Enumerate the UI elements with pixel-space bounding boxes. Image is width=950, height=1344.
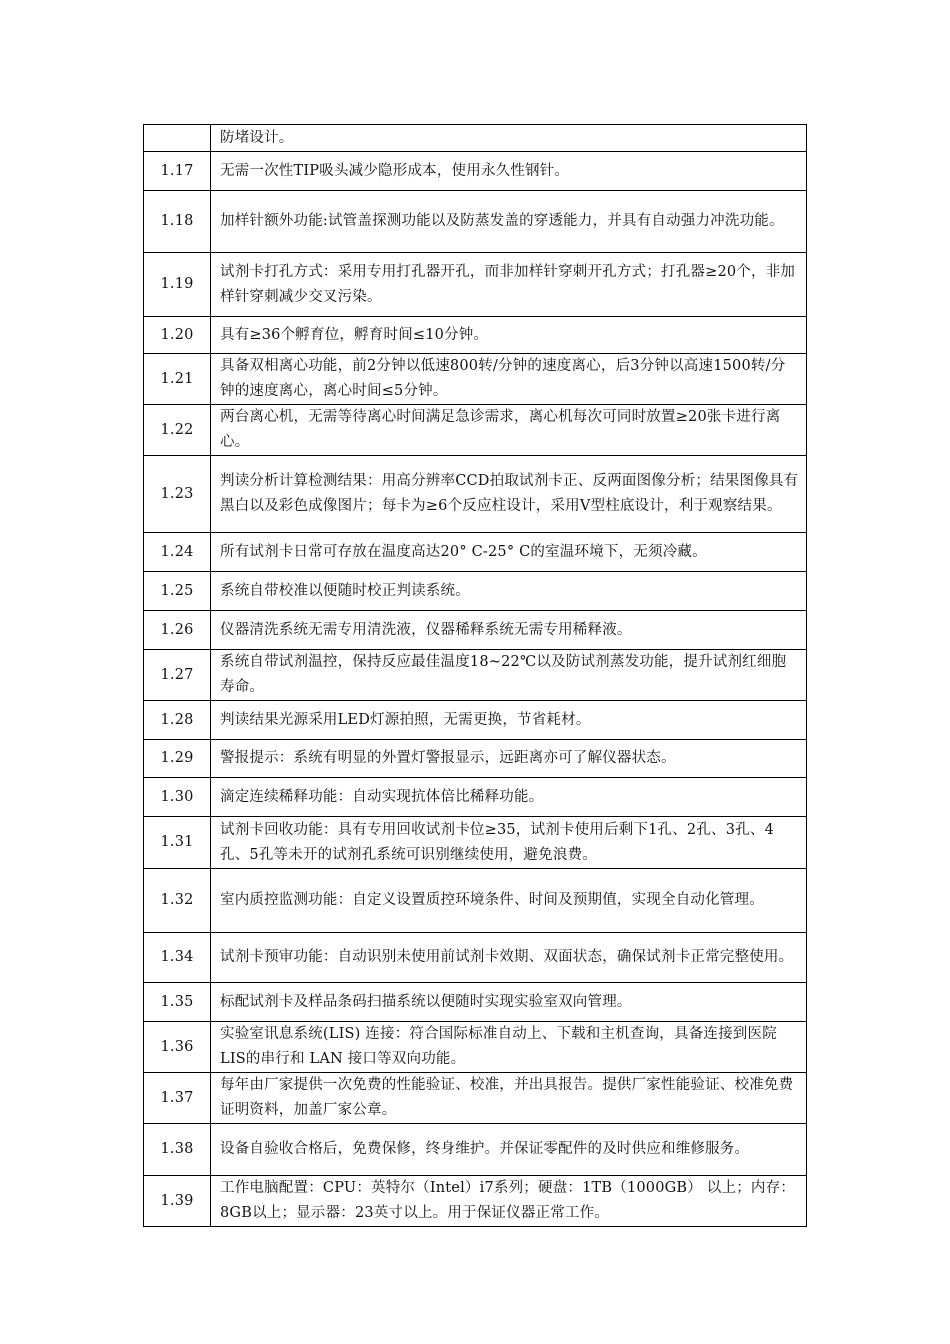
item-description: 无需一次性TIP吸头减少隐形成本，使用永久性钢针。 <box>211 152 807 191</box>
item-description: 具有≥36个孵育位，孵育时间≤10分钟。 <box>211 317 807 354</box>
table-row <box>144 650 807 701</box>
item-description: 防堵设计。 <box>211 125 807 152</box>
item-description: 两台离心机，无需等待离心时间满足急诊需求，离心机每次可同时放置≥20张卡进行离心。 <box>211 405 807 456</box>
item-description: 系统自带试剂温控，保持反应最佳温度18~22℃以及防试剂蒸发功能，提升试剂红细胞寿命。 <box>211 650 807 701</box>
table-row <box>144 701 807 740</box>
table-row <box>144 1073 807 1124</box>
table-row <box>144 983 807 1022</box>
item-description: 工作电脑配置：CPU：英特尔（Intel）i7系列；硬盘：1TB（1000GB） 以上；内存：8GB以上；显示器：23英寸以上。用于保证仪器正常工作。 <box>211 1176 807 1227</box>
table-row <box>144 1176 807 1227</box>
item-description: 标配试剂卡及样品条码扫描系统以便随时实现实验室双向管理。 <box>211 983 807 1022</box>
item-description: 试剂卡回收功能：具有专用回收试剂卡位≥35，试剂卡使用后剩下1孔、2孔、3孔、4孔、5孔等未开的试剂孔系统可识别继续使用，避免浪费。 <box>211 817 807 869</box>
item-description: 判读分析计算检测结果：用高分辨率CCD拍取试剂卡正、反两面图像分析；结果图像具有黑白以及彩色成像图片；每卡为≥6个反应柱设计，采用V型柱底设计，利于观察结果。 <box>211 456 807 533</box>
item-number: 1.17 <box>144 152 211 191</box>
table-row <box>144 611 807 650</box>
item-description: 警报提示：系统有明显的外置灯警报显示，远距离亦可了解仪器状态。 <box>211 740 807 778</box>
item-number: 1.28 <box>144 701 211 740</box>
spec-table <box>143 124 807 1227</box>
item-number <box>144 125 211 152</box>
item-number: 1.34 <box>144 933 211 983</box>
table-row <box>144 152 807 191</box>
item-number: 1.31 <box>144 817 211 869</box>
item-number: 1.20 <box>144 317 211 354</box>
item-number: 1.30 <box>144 778 211 817</box>
item-description: 每年由厂家提供一次免费的性能验证、校准，并出具报告。提供厂家性能验证、校准免费证明资料，加盖厂家公章。 <box>211 1073 807 1124</box>
item-number: 1.39 <box>144 1176 211 1227</box>
table-row <box>144 125 807 152</box>
item-number: 1.29 <box>144 740 211 778</box>
item-number: 1.22 <box>144 405 211 456</box>
table-row <box>144 1124 807 1176</box>
item-description: 试剂卡打孔方式：采用专用打孔器开孔，而非加样针穿刺开孔方式；打孔器≥20个，非加样针穿刺减少交叉污染。 <box>211 253 807 317</box>
item-description: 仪器清洗系统无需专用清洗液，仪器稀释系统无需专用稀释液。 <box>211 611 807 650</box>
item-description: 试剂卡预审功能：自动识别未使用前试剂卡效期、双面状态，确保试剂卡正常完整使用。 <box>211 933 807 983</box>
table-row <box>144 456 807 533</box>
spec-table-body <box>144 125 807 1227</box>
item-number: 1.32 <box>144 869 211 933</box>
item-number: 1.35 <box>144 983 211 1022</box>
item-number: 1.26 <box>144 611 211 650</box>
table-row <box>144 1022 807 1073</box>
table-row <box>144 740 807 778</box>
table-row <box>144 533 807 572</box>
table-row <box>144 933 807 983</box>
item-number: 1.27 <box>144 650 211 701</box>
item-number: 1.18 <box>144 191 211 253</box>
table-row <box>144 405 807 456</box>
item-description: 设备自验收合格后，免费保修，终身维护。并保证零配件的及时供应和维修服务。 <box>211 1124 807 1176</box>
item-number: 1.21 <box>144 354 211 405</box>
item-number: 1.23 <box>144 456 211 533</box>
item-number: 1.36 <box>144 1022 211 1073</box>
item-number: 1.25 <box>144 572 211 611</box>
item-description: 室内质控监测功能：自定义设置质控环境条件、时间及预期值，实现全自动化管理。 <box>211 869 807 933</box>
table-row <box>144 817 807 869</box>
item-number: 1.38 <box>144 1124 211 1176</box>
table-row <box>144 317 807 354</box>
table-row <box>144 253 807 317</box>
item-description: 判读结果光源采用LED灯源拍照，无需更换，节省耗材。 <box>211 701 807 740</box>
item-description: 系统自带校准以便随时校正判读系统。 <box>211 572 807 611</box>
table-row <box>144 354 807 405</box>
item-number: 1.19 <box>144 253 211 317</box>
item-number: 1.24 <box>144 533 211 572</box>
item-description: 所有试剂卡日常可存放在温度高达20° C-25° C的室温环境下，无须冷藏。 <box>211 533 807 572</box>
table-row <box>144 869 807 933</box>
table-row <box>144 191 807 253</box>
item-number: 1.37 <box>144 1073 211 1124</box>
table-row <box>144 572 807 611</box>
item-description: 实验室讯息系统(LIS) 连接：符合国际标准自动上、下载和主机查询，具备连接到医院LIS的串行和 LAN 接口等双向功能。 <box>211 1022 807 1073</box>
table-row <box>144 778 807 817</box>
item-description: 滴定连续稀释功能：自动实现抗体倍比稀释功能。 <box>211 778 807 817</box>
item-description: 具备双相离心功能，前2分钟以低速800转/分钟的速度离心，后3分钟以高速1500转/分钟的速度离心，离心时间≤5分钟。 <box>211 354 807 405</box>
item-description: 加样针额外功能:试管盖探测功能以及防蒸发盖的穿透能力，并具有自动强力冲洗功能。 <box>211 191 807 253</box>
